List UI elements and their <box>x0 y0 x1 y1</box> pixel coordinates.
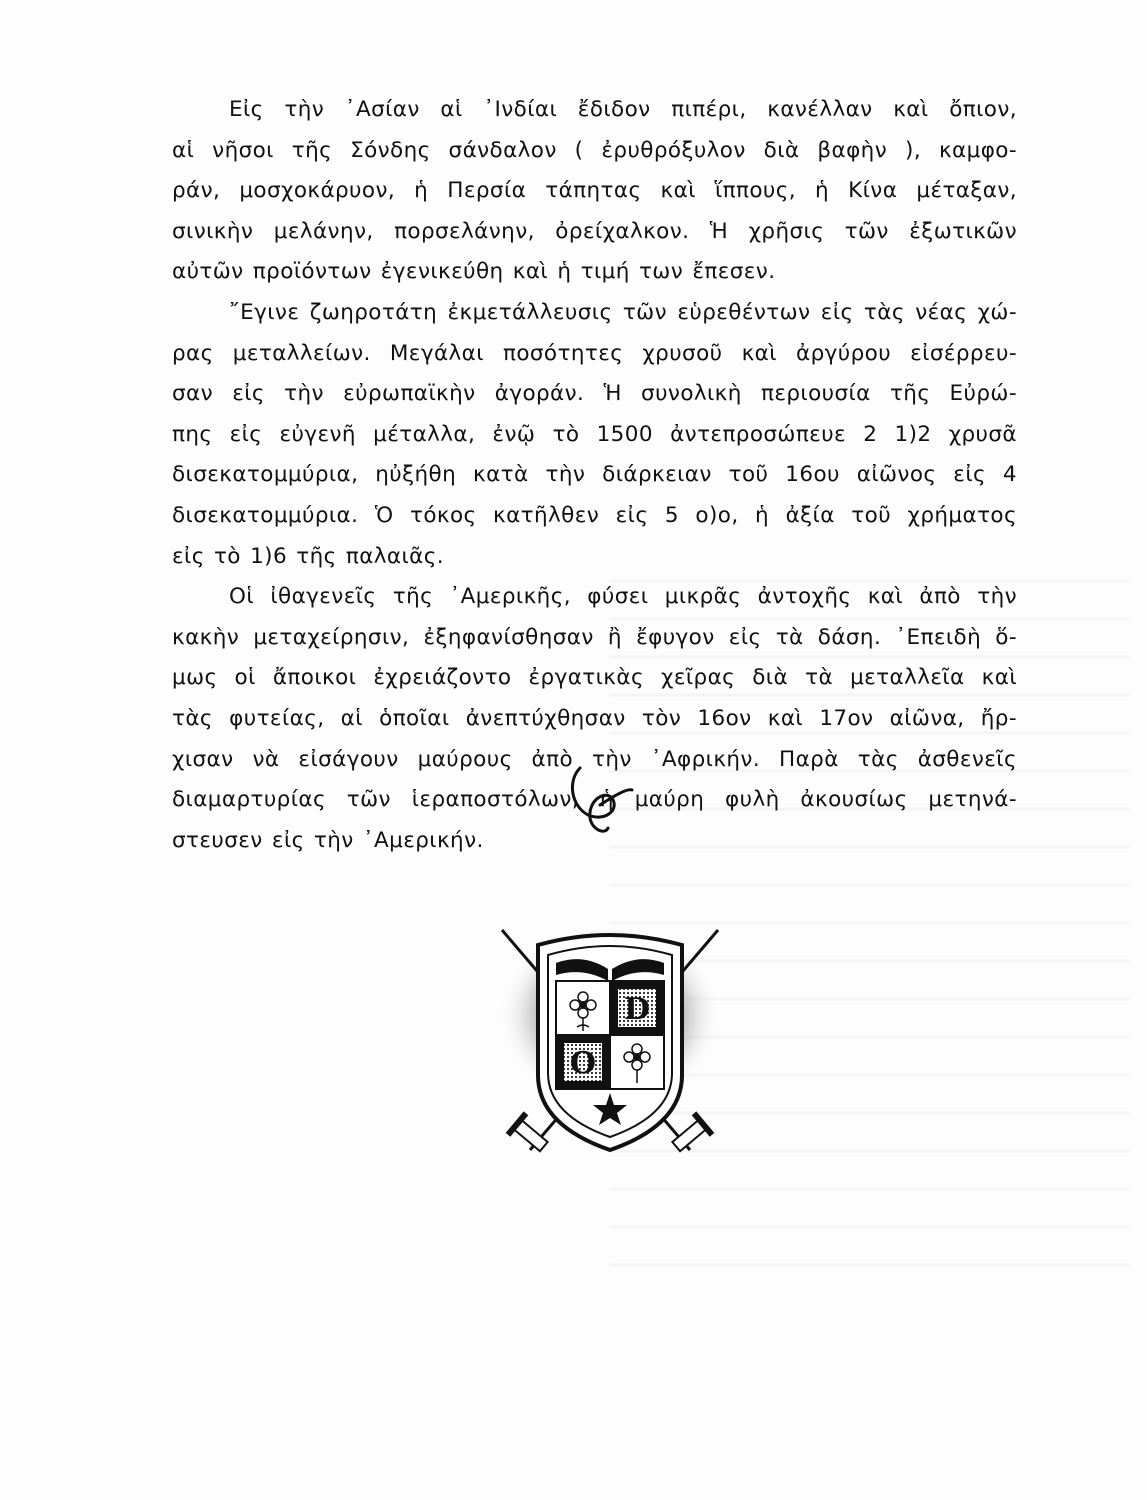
text-line: ράν, μοσχοκάρυον, ἡ Περσία τάπητας καὶ ἵππους, ἡ Κίνα μέταξαν, <box>172 178 1017 204</box>
text-line: σαν εἰς τὴν εὐρωπαϊκὴν ἀγοράν. Ἡ συνολικὴ περιουσία τῆς Εὐρώ- <box>172 381 1017 407</box>
svg-text:O: O <box>569 1046 597 1081</box>
coat-of-arms-emblem-icon <box>490 915 730 1175</box>
text-line: Εἰς τὴν ᾿Ασίαν αἱ ᾿Ινδίαι ἔδιδον πιπέρι, κανέλλαν καὶ ὄπιον, <box>229 97 1017 122</box>
body-text <box>172 90 1017 861</box>
text-line: στευσεν εἰς τὴν ᾿Αμερικήν. <box>172 827 484 853</box>
text-line: εἰς τὸ 1)6 τῆς παλαιᾶς. <box>172 543 444 569</box>
text-line: τὰς φυτείας, αἱ ὁποῖαι ἀνεπτύχθησαν τὸν 16ον καὶ 17ον αἰῶνα, ἤρ- <box>172 705 1017 731</box>
text-line: κακὴν μεταχείρησιν, ἐξηφανίσθησαν ἢ ἔφυγον εἰς τὰ δάση. ᾿Επειδὴ ὅ- <box>172 624 1017 650</box>
text-line: αὐτῶν προϊόντων ἐγενικεύθη καὶ ἡ τιμή των ἔπεσεν. <box>172 259 776 285</box>
text-line: σινικὴν μελάνην, πορσελάνην, ὀρείχαλκον. Ἡ χρῆσις τῶν ἐξωτικῶν <box>172 218 1017 244</box>
text-line: μως οἱ ἄποικοι ἐχρειάζοντο ἐργατικὰς χεῖρας διὰ τὰ μεταλλεῖα καὶ <box>172 665 1017 691</box>
text-line: ῎Εγινε ζωηροτάτη ἐκμετάλλευσις τῶν εὑρεθέντων εἰς τὰς νέας χώ- <box>229 299 1017 325</box>
text-line: δισεκατομμύρια. Ὁ τόκος κατῆλθεν εἰς 5 ο)ο, ἡ ἀξία τοῦ χρήματος <box>172 502 1017 528</box>
text-line: πης εἰς εὐγενῆ μέταλλα, ἐνῷ τὸ 1500 ἀντεπροσώπευε 2 1)2 χρυσᾶ <box>172 421 1017 447</box>
text-line: διαμαρτυρίας τῶν ἱεραποστόλων, ἡ μαύρη φυλὴ ἀκουσίως μετηνά- <box>172 787 1017 813</box>
text-line: δισεκατομμύρια, ηὐξήθη κατὰ τὴν διάρκειαν τοῦ 16ου αἰῶνος εἰς 4 <box>172 462 1017 488</box>
text-line: ρας μεταλλείων. Μεγάλαι ποσότητες χρυσοῦ καὶ ἀργύρου εἰσέρρευ- <box>172 340 1017 366</box>
text-line: χισαν νὰ εἰσάγουν μαύρους ἀπὸ τὴν ᾿Αφρικήν. Παρὰ τὰς ἀσθενεῖς <box>172 746 1017 772</box>
text-line: Οἱ ἰθαγενεῖς τῆς ᾿Αμερικῆς, φύσει μικρᾶς ἀντοχῆς καὶ ἀπὸ τὴν <box>229 584 1017 610</box>
svg-text:D: D <box>623 992 651 1027</box>
handwritten-mark-icon <box>560 760 640 840</box>
text-line: αἱ νῆσοι τῆς Σόνδης σάνδαλον ( ἐρυθρόξυλον διὰ βαφὴν ), καμφο- <box>172 137 1017 163</box>
